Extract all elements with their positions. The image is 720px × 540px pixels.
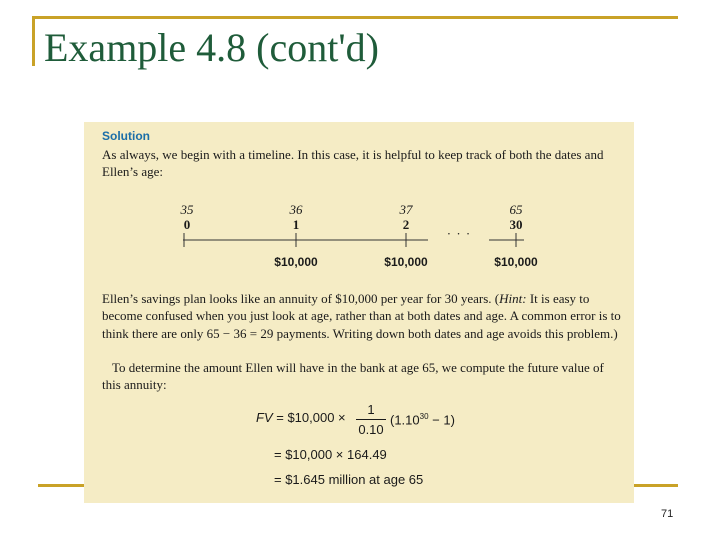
timeline-age: 65 <box>509 202 523 217</box>
growth-minus-one: − 1) <box>428 412 455 428</box>
growth-exponent: 30 <box>419 412 429 421</box>
solution-heading: Solution <box>102 129 150 143</box>
fv-symbol: FV <box>256 410 273 425</box>
fraction-numerator: 1 <box>367 402 375 417</box>
frame-left-rule <box>32 16 35 66</box>
fraction-bar <box>356 419 386 420</box>
timeline-axis <box>84 202 634 272</box>
annuity-text-a: Ellen’s savings plan looks like an annuity of $10,000 per year for 30 years. ( <box>102 291 500 306</box>
growth-base: (1.10 <box>390 412 420 428</box>
page-number: 71 <box>661 508 674 520</box>
hint-label: Hint: <box>499 291 527 306</box>
equation-principal: = $10,000 × <box>272 410 346 425</box>
fraction-denominator: 0.10 <box>358 422 384 437</box>
timeline-period: 0 <box>183 217 191 232</box>
timeline <box>84 202 634 272</box>
timeline-period: 2 <box>402 217 410 232</box>
equation-line-1 <box>256 410 346 425</box>
future-value-paragraph: To determine the amount Ellen will have in the bank at age 65, we compute the future value of this annuity: <box>102 360 604 393</box>
timeline-ellipsis: · · · <box>446 226 472 241</box>
timeline-cash-flow: $10,000 <box>494 255 538 269</box>
slide-title: Example 4.8 (cont'd) <box>44 25 379 70</box>
frame-top-rule <box>32 16 678 19</box>
timeline-cash-flow: $10,000 <box>384 255 428 269</box>
timeline-age: 37 <box>399 202 413 217</box>
timeline-period: 1 <box>292 217 300 232</box>
timeline-period: 30 <box>509 217 523 232</box>
timeline-age: 36 <box>289 202 303 217</box>
annuity-paragraph <box>102 290 622 342</box>
equation-line-2: = $10,000 × 164.49 <box>274 447 387 462</box>
equation-growth-term <box>390 412 455 427</box>
equation-line-3: = $1.645 million at age 65 <box>274 472 424 487</box>
timeline-cash-flow: $10,000 <box>274 255 318 269</box>
intro-paragraph: As always, we begin with a timeline. In this case, it is helpful to keep track of both the dates and Ellen’s age: <box>102 147 604 180</box>
annuity-text-b: It is easy to become confused when you just look at age, rather than at both dates and age. A common error is to think there are only 65 − 36 = 29 payments. Writing down both dates and age avoids this problem.) <box>102 291 621 341</box>
timeline-age: 35 <box>180 202 194 217</box>
solution-panel <box>84 122 634 503</box>
